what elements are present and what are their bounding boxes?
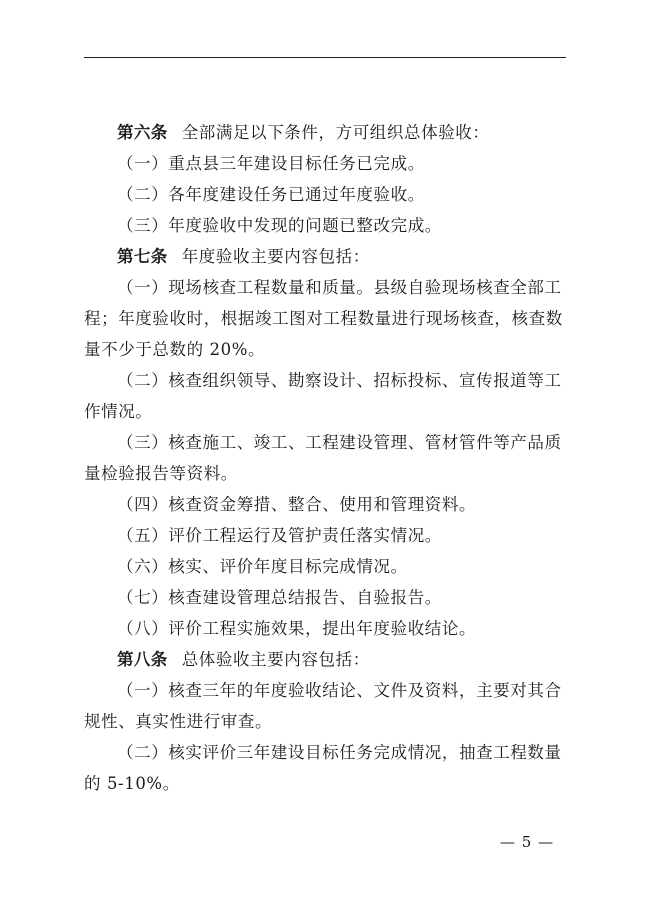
item-paragraph: （一）重点县三年建设目标任务已完成。 (117, 154, 425, 173)
item-paragraph: （二）各年度建设任务已通过年度验收。 (117, 185, 425, 204)
item-paragraph: （五）评价工程运行及管护责任落实情况。 (117, 526, 442, 545)
article-heading: 第六条 (117, 123, 168, 142)
item-paragraph: （一）核查三年的年度验收结论、文件及资料，主要对其合规性、真实性进行审查。 (84, 681, 562, 731)
article-paragraph (84, 644, 566, 675)
document-body (84, 117, 566, 799)
article-text: 年度验收主要内容包括： (181, 247, 370, 266)
article-paragraph (84, 117, 566, 148)
item-paragraph: （二）核实评价三年建设目标任务完成情况，抽查工程数量的 5-10%。 (84, 743, 562, 793)
article-heading: 第七条 (117, 247, 168, 266)
item-paragraph: （三）年度验收中发现的问题已整改完成。 (117, 216, 442, 235)
item-paragraph: （一）现场核查工程数量和质量。县级自验现场核查全部工程；年度验收时，根据竣工图对工程数量进行现场核查，核查数量不少于总数的 20%。 (84, 278, 563, 359)
article-text: 全部满足以下条件，方可组织总体验收： (181, 123, 490, 142)
item-paragraph: （七）核查建设管理总结报告、自验报告。 (117, 588, 442, 607)
header-rule (84, 57, 566, 58)
article-heading: 第八条 (117, 650, 168, 669)
item-paragraph: （四）核查资金筹措、整合、使用和管理资料。 (117, 495, 477, 514)
item-paragraph: （三）核查施工、竣工、工程建设管理、管材管件等产品质量检验报告等资料。 (84, 433, 562, 483)
article-text: 总体验收主要内容包括： (181, 650, 370, 669)
item-paragraph: （二）核查组织领导、勘察设计、招标投标、宣传报道等工作情况。 (84, 371, 562, 421)
item-paragraph: （八）评价工程实施效果，提出年度验收结论。 (117, 619, 477, 638)
page-number: — 5 — (500, 833, 555, 851)
article-paragraph (84, 241, 566, 272)
item-paragraph: （六）核实、评价年度目标完成情况。 (117, 557, 408, 576)
